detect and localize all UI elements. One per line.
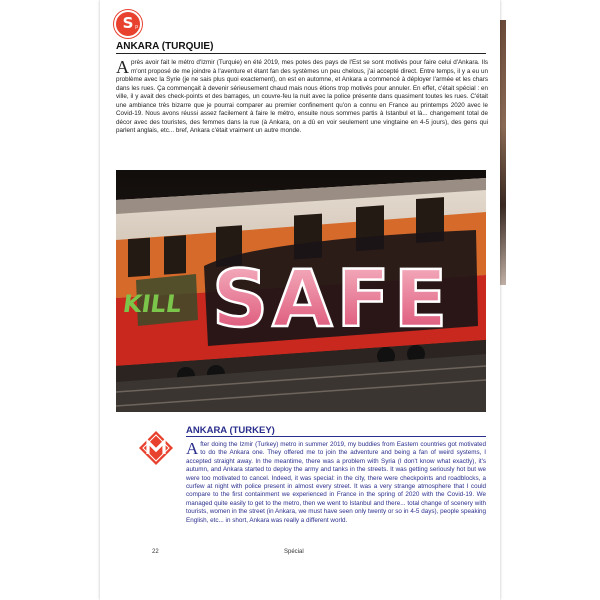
adjacent-page-edge: [500, 20, 506, 285]
graffiti-side-text: KILL: [121, 290, 184, 318]
body-text-fr: près avoir fait le métro d'Izmir (Turquie) en été 2019, mes potes des pays de l'Est se sont motivés pour faire celui d'Ankara. Ils m'ont proposé de me joindre à l'aventure et étant fan des systèmes un peu chelous, j'ai accepté direct. Entre temps, il y a eu un problème avec la Syrie (je ne sais plus quoi exactement), on est en automne, et Ankara a commencé à déployer l'armée et les chars dans les rues. Ça commençait à devenir sérieusement chaud mais nous étions trop motivés pour annuler. En effet, c'était spécial : en ville, il y avait des check-points et des barrages, un couvre-feu la nuit avec la police présente dans quasiment toutes les rues. C'était une ambiance très bizarre que je pourrai comparer au premier confinement qu'on a connu en France au printemps 2020 avec le Covid-19. Nous avons réussi assez facilement à faire le métro, ensuite nous sommes partis à Istanbul et là... changement total de décor avec des touristes, des femmes dans la rue (à Ankara, on a dû en voir seulement une vingtaine en 4-5 jours), des gens qui parlent anglais, etc... bref, Ankara c'était vraiment un autre monde.: [116, 59, 488, 134]
dropcap-fr: A: [116, 57, 129, 77]
article-body-en: [186, 441, 486, 525]
page-number: 22: [152, 549, 159, 555]
body-text-en: fter doing the Izmir (Turkey) metro in summer 2019, my buddies from Eastern countries got motivated to do the Ankara one. They offered me to join the adventure and being a fan of weird systems, I accepted straight away. In the meantime, there was a problem with Syria (I don't know what exactly), it's autumn, and Ankara started to deploy the army and tanks in the streets. It was getting seriously hot but we were too motivated to cancel. Indeed, it was special: in the city, there were checkpoints and roadblocks, a curfew at night with police present in almost every street. It was a very strange atmosphere that I could compare to the first containment we experienced in France in the spring of 2020 with the Covid-19. We managed quite easily to get to the metro, then we went to Istanbul and there... total change of scenery with tourists, women in the street (in Ankara, we must have seen only twenty or so in 4-5 days), people speaking English, etc... in short, Ankara was really a different world.: [186, 441, 486, 524]
article-title-fr: ANKARA (TURQUIE): [116, 41, 214, 52]
footer-section-label: Spécial: [284, 549, 304, 555]
title-rule-fr: [116, 53, 486, 54]
graffiti-main-text: SAFE: [212, 255, 452, 345]
article-body-fr: [116, 59, 488, 136]
title-rule-en: [186, 436, 486, 437]
logo-letter: S: [122, 14, 134, 32]
spray-logo-icon: [114, 10, 142, 38]
article-title-en: ANKARA (TURKEY): [186, 425, 275, 436]
dropcap-en: A: [186, 439, 199, 458]
graffiti-train-photo: [116, 170, 486, 412]
metro-m-icon: [138, 430, 174, 466]
logo-sub: p: [135, 24, 138, 30]
